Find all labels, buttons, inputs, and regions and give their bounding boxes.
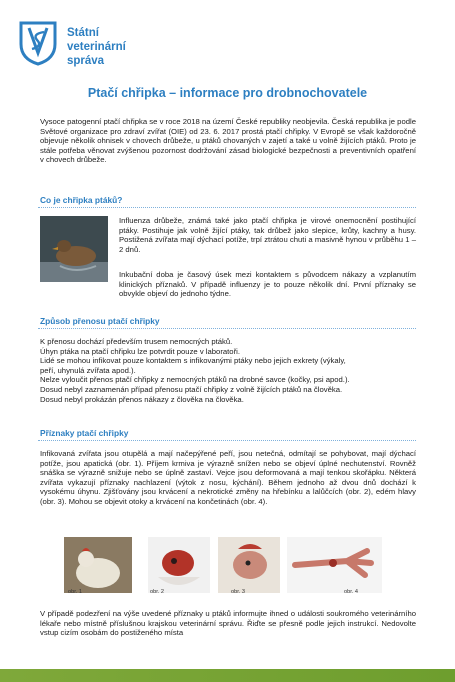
org-line-3: správa <box>67 55 105 67</box>
transmission-line: Lidé se mohou infikovat pouze kontaktem s infikovanými ptáky nebo jejich exkrety (výkaly, <box>40 356 346 366</box>
section-divider <box>38 440 416 441</box>
intro-paragraph: Vysoce patogenní ptačí chřipka se v roce 2018 na území České republiky neobjevila. Česká republika je podle Světové organizace pro zdraví zvířat (OIE) od 23. 6. 2017 prostá ptačí chřipky. V Evropě se však každoročně objevuje několik ohnisek v chovech drůbeže, u ptáků chovaných v zajetí a také u volně žijících ptáků. Proto je stále potřeba věnovat zvýšenou pozornost dodržování zásad biologické bezpečnosti a preventivních opatření v chovech drůbeže. <box>40 117 416 165</box>
transmission-line: Nelze vyloučit přenos ptačí chřipky z nemocných ptáků na drobné savce (kočky, psi apod.). <box>40 375 350 385</box>
definition-paragraph: Influenza drůbeže, známá také jako ptačí chřipka je virové onemocnění postihující ptáky. Postihuje jak volně žijící ptáky, tak drůbež jako slepice, krůty, kachny a husy. Postižená zvířata mají dýchací potíže, trpí ztrátou chuti a masivně hynou v průběhu 1 – 2 dnů. <box>119 216 416 254</box>
symptom-photo-2 <box>148 537 210 593</box>
section-heading-what-is: Co je chřipka ptáků? <box>40 195 123 205</box>
section-divider <box>38 207 416 208</box>
caption-2: obr. 2 <box>150 589 164 595</box>
symptom-photo-4 <box>287 537 382 593</box>
duck-photo <box>40 216 108 282</box>
transmission-list <box>40 337 416 404</box>
page-title: Ptačí chřipka – informace pro drobnochovatele <box>87 86 368 100</box>
organization-name <box>67 26 126 68</box>
transmission-line: Dosud nebyl prokázán přenos nákazy z člověka na člověka. <box>40 394 244 404</box>
transmission-line: Dosud nebyl zaznamenán případ přenosu ptačí chřipky z volně žijících ptáků na člověka. <box>40 384 343 394</box>
section-heading-transmission: Způsob přenosu ptačí chřipky <box>40 316 160 326</box>
section-heading-symptoms: Příznaky ptačí chřipky <box>40 428 129 438</box>
symptom-photo-1 <box>64 537 132 593</box>
footer-bar <box>0 669 455 682</box>
closing-paragraph: V případě podezření na výše uvedené příznaky u ptáků informujte ihned o události soukromého veterinárního lékaře nebo místně příslušnou krajskou veterinární správu. Řiďte se přesně podle jejich instrukcí. Nedovolte vstup cizím osobám do postiženého místa <box>40 609 416 638</box>
transmission-line: peří, uhynulá zvířata apod.). <box>40 365 136 375</box>
section-divider <box>38 328 416 329</box>
transmission-line: K přenosu dochází především trusem nemocných ptáků. <box>40 337 233 346</box>
caption-3: obr. 3 <box>231 589 245 595</box>
transmission-line: Úhyn ptáka na ptačí chřipku lze potvrdit pouze v laboratoři. <box>40 346 240 356</box>
org-line-1: Státní <box>67 27 99 39</box>
svs-logo-icon <box>18 20 58 66</box>
symptoms-paragraph: Infikovaná zvířata jsou otupělá a mají načepýřené peří, jsou netečná, odmítají se pohybovat, mají dýchací potíže, jsou apatická (obr. 1). Příjem krmiva je výrazně snížen nebo se objeví úplné nechutenství. Rovněž snáška se výrazně snižuje nebo se úplně zastaví. Vejce jsou deformovaná a mají tenkou skořápku. Některá zvířata vykazují příznaky nachlazení (výtok z nosu, kýchání). Během jednoho až dvou dnů dochází k vysokému úhynu. Zjišťovány jsou krvácení a nekrotické změny na hřebínku a lalůčcích (obr. 2), edém hlavy (obr. 3). Mohou se objevit otoky a krvácení na končetinách (obr. 4). <box>40 449 416 506</box>
incubation-paragraph: Inkubační doba je časový úsek mezi kontaktem s původcem nákazy a vzplanutím klinických příznaků. V případě influenzy je to pouze několik dní. První příznaky se obvykle objeví do jednoho týdne. <box>119 270 416 299</box>
symptom-photo-3 <box>218 537 280 593</box>
caption-4: obr. 4 <box>344 589 358 595</box>
caption-1: obr. 1 <box>68 589 82 595</box>
org-line-2: veterinární <box>67 41 126 53</box>
